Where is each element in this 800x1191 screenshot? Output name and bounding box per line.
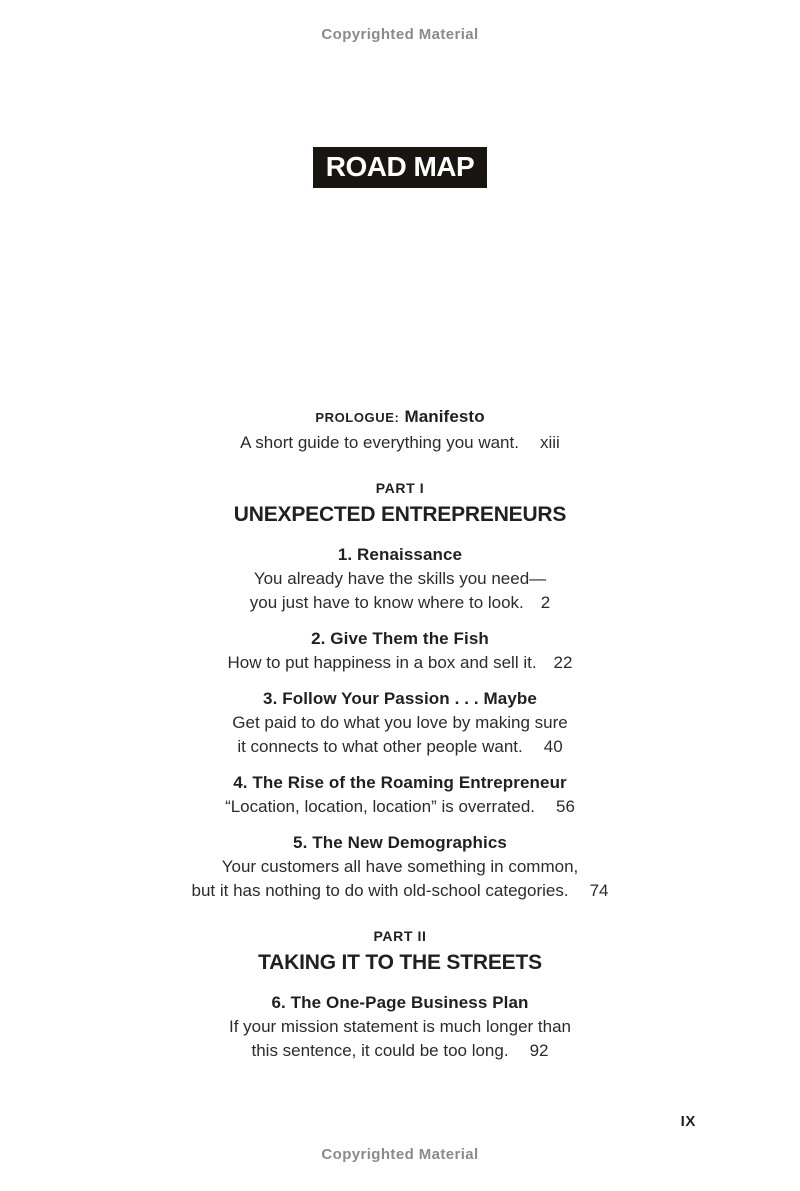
chapter-title: 5. The New Demographics bbox=[293, 833, 507, 852]
page-ref: 74 bbox=[589, 881, 609, 900]
subtitle-line: Your customers all have something in common, bbox=[221, 857, 579, 876]
toc-entry-chapter-6 bbox=[0, 991, 800, 1063]
part-title: UNEXPECTED ENTREPRENEURS bbox=[233, 503, 567, 526]
chapter-title: 2. Give Them the Fish bbox=[311, 629, 489, 648]
toc-part-2 bbox=[0, 925, 800, 979]
part-label: PART I bbox=[375, 480, 425, 496]
subtitle-line: Get paid to do what you love by making sure bbox=[232, 713, 568, 732]
chapter-subtitle bbox=[0, 567, 800, 615]
subtitle-line: You already have the skills you need— bbox=[253, 569, 547, 588]
prologue-subtitle bbox=[0, 430, 800, 455]
page-ref: 2 bbox=[540, 593, 551, 612]
part-title: TAKING IT TO THE STREETS bbox=[258, 951, 542, 974]
chapter-title: 4. The Rise of the Roaming Entrepreneur bbox=[233, 773, 567, 792]
page-ref: 92 bbox=[529, 1041, 549, 1060]
chapter-title: 3. Follow Your Passion . . . Maybe bbox=[263, 689, 537, 708]
subtitle-line: How to put happiness in a box and sell it. bbox=[227, 653, 537, 672]
chapter-subtitle bbox=[0, 795, 800, 819]
prologue-label: PROLOGUE: bbox=[315, 410, 400, 425]
chapter-subtitle bbox=[0, 855, 800, 903]
toc-entry-chapter-4 bbox=[0, 771, 800, 819]
toc-entry-chapter-5 bbox=[0, 831, 800, 903]
copyright-notice-bottom: Copyrighted Material bbox=[321, 1146, 479, 1163]
page-ref: 56 bbox=[556, 797, 575, 816]
chapter-subtitle bbox=[0, 711, 800, 759]
toc-part-1 bbox=[0, 477, 800, 531]
page-ref: 40 bbox=[543, 737, 563, 756]
prologue-title: Manifesto bbox=[404, 407, 485, 426]
subtitle-line: it connects to what other people want. bbox=[237, 737, 523, 756]
toc-entry-chapter-2 bbox=[0, 627, 800, 675]
toc-entry-chapter-1 bbox=[0, 543, 800, 615]
chapter-title: 1. Renaissance bbox=[337, 545, 463, 564]
table-of-contents bbox=[0, 404, 800, 1063]
chapter-title: 6. The One-Page Business Plan bbox=[271, 993, 529, 1012]
copyright-notice-top: Copyrighted Material bbox=[321, 26, 479, 43]
chapter-subtitle bbox=[0, 1015, 800, 1063]
subtitle-line: If your mission statement is much longer than bbox=[228, 1017, 572, 1036]
toc-entry-prologue bbox=[0, 404, 800, 455]
toc-entry-chapter-3 bbox=[0, 687, 800, 759]
page-number: IX bbox=[680, 1113, 696, 1130]
banner-container bbox=[0, 147, 800, 188]
part-label: PART II bbox=[373, 928, 427, 944]
chapter-subtitle bbox=[0, 651, 800, 675]
road-map-banner: ROAD MAP bbox=[313, 147, 487, 188]
subtitle-line: “Location, location, location” is overrated. bbox=[225, 797, 536, 816]
subtitle-line: but it has nothing to do with old-school categories. bbox=[191, 881, 569, 900]
subtitle-text: A short guide to everything you want. bbox=[240, 433, 519, 452]
page-ref: 22 bbox=[553, 653, 573, 672]
prologue-heading bbox=[0, 404, 800, 430]
page-ref: xiii bbox=[539, 433, 560, 452]
subtitle-line: this sentence, it could be too long. bbox=[251, 1041, 509, 1060]
subtitle-line: you just have to know where to look. bbox=[249, 593, 524, 612]
